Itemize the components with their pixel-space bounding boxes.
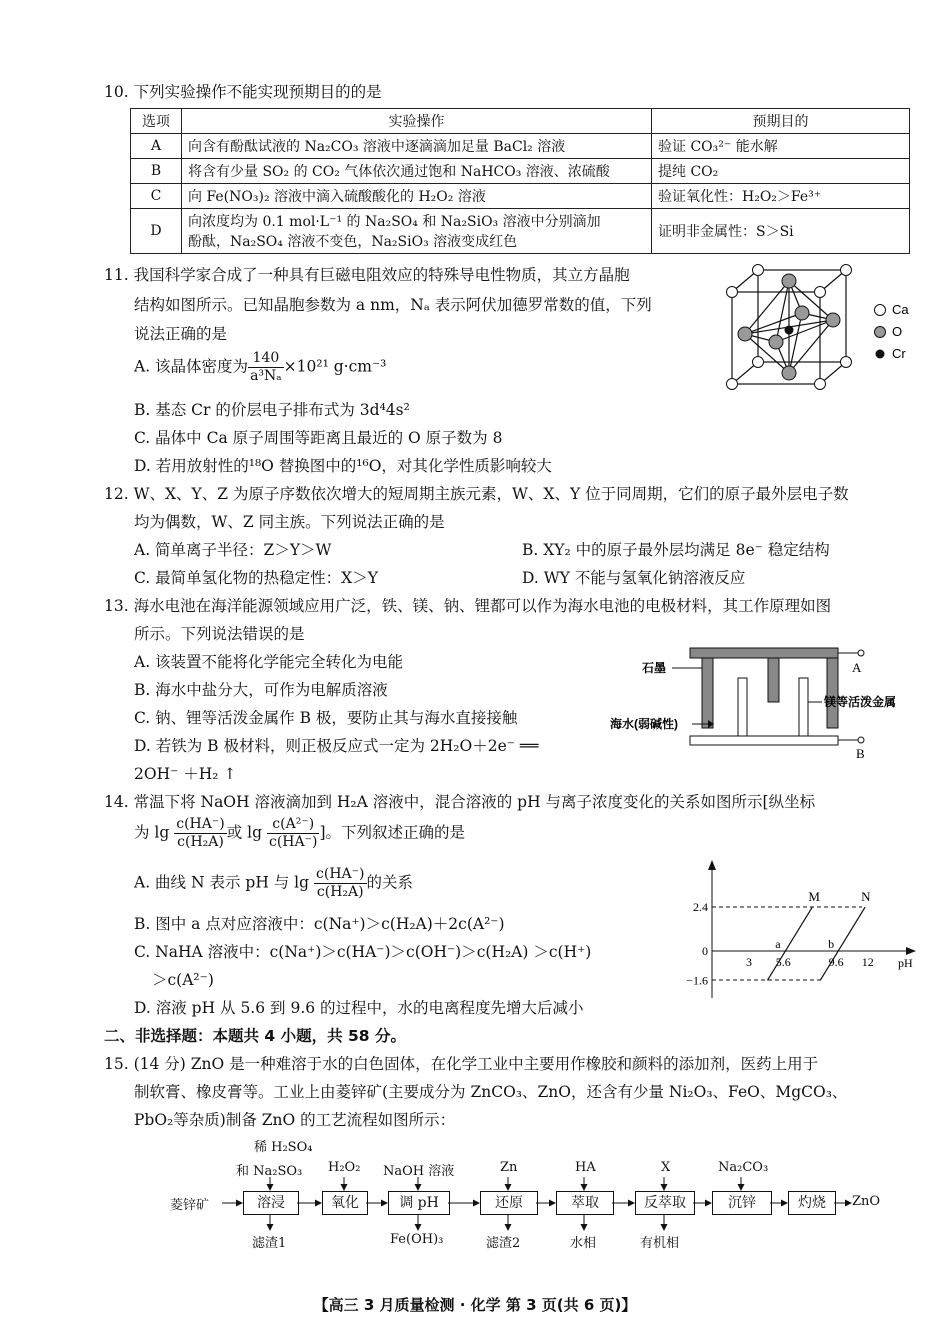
q13-stem-line2: 所示。下列说法错误的是 [134,625,305,643]
q13-option-b: B. 海水中盐分大，可作为电解质溶液 [134,681,388,699]
flow-step-zinc-precipitation: 沉锌 [712,1191,772,1215]
page-footer: 【高三 3 月质量检测 · 化学 第 3 页(共 6 页)】 [313,1296,637,1314]
flow-input-label: X [661,1160,671,1175]
q14-stem-mid: 或 lg [226,823,263,842]
flow-step-leaching: 溶浸 [243,1191,299,1215]
table-cell [182,209,652,254]
q15-line1: 15. (14 分) ZnO 是一种难溶于水的白色固体，在化学工业中主要用作橡胶和颜料的添加剂，医药上用于 [104,1055,819,1073]
q11-option-c: C. 晶体中 Ca 原子周围等距离且最近的 O 原子数为 8 [134,429,503,447]
q10-stem: 10. 下列实验操作不能实现预期目的的是 [104,83,382,101]
x-tick-label: 3 [745,955,752,969]
flow-input-label: 和 Na₂SO₃ [236,1164,303,1179]
fraction-denominator: a³Nₐ [250,368,282,384]
x-axis-arrow [906,947,916,955]
flow-step-adjust-ph: 调 pH [388,1191,450,1215]
ratio-fraction [174,816,226,851]
q13-option-a: A. 该装置不能将化学能完全转化为电能 [134,653,404,671]
table-cell: 验证氧化性：H₂O₂＞Fe³⁺ [652,184,910,209]
flow-arrows [0,1140,950,1236]
flow-step-extraction: 萃取 [556,1191,614,1215]
q10-table [130,108,910,254]
table-row [131,184,910,209]
table-cell-line: 向浓度均为 0.1 mol·L⁻¹ 的 Na₂SO₄ 和 Na₂SiO₃ 溶液中分别滴加 [188,214,601,230]
flow-step-reduction: 还原 [480,1191,538,1215]
section-two-heading: 二、非选择题：本题共 4 小题，共 58 分。 [104,1027,406,1045]
table-cell: C [131,184,182,209]
point-label-b: b [828,937,835,951]
q11-option-a-prefix: A. 该晶体密度为 [134,357,249,376]
flow-input-label: NaOH 溶液 [383,1164,455,1179]
x-tick-label: 9.6 [828,955,844,969]
q12-option-a: A. 简单离子半径：Z＞Y＞W [134,541,332,559]
y-tick-label: 2.4 [693,900,708,915]
density-fraction [248,350,284,385]
curve-n [820,907,865,980]
x-axis-label: pH [898,956,913,970]
table-cell: 向 Fe(NO₃)₂ 溶液中滴入硫酸酸化的 H₂O₂ 溶液 [182,184,652,209]
table-cell: 提纯 CO₂ [652,159,910,184]
terminal-b-label: B [856,746,865,761]
legend-cr-label: Cr [892,346,906,361]
fraction-denominator: c(HA⁻) [268,834,318,850]
q12-stem-line1: 12. W、X、Y、Z 为原子序数依次增大的短周期主族元素，W、X、Y 位于同周期，它们的原子最外层电子数 [104,485,849,503]
table-header-row [131,109,910,134]
q15-line2: 制软膏、橡皮膏等。工业上由菱锌矿(主要成分为 ZnCO₃、ZnO，还含有少量 Ni₂O₃、FeO、MgCO₃、 [134,1083,848,1101]
flow-input-label: HA [575,1160,596,1175]
flow-end-label: ZnO [852,1194,881,1209]
x-tick-label: 5.6 [775,955,791,969]
curve-m [767,907,812,980]
q11-stem-line1: 11. 我国科学家合成了一种具有巨磁电阻效应的特殊导电性物质，其立方晶胞 [104,266,630,284]
graphite-label: 石墨 [642,661,667,675]
table-row [131,159,910,184]
metal-label: 镁等活泼金属 [824,695,897,709]
q13-option-c: C. 钠、锂等活泼金属作 B 极，要防止其与海水直接接触 [134,709,518,727]
q11-option-a [134,350,386,385]
table-cell: 向含有酚酞试液的 Na₂CO₃ 溶液中逐滴滴加足量 BaCl₂ 溶液 [182,134,652,159]
q12-option-c: C. 最简单氢化物的热稳定性：X＞Y [134,569,378,587]
flow-input-label: Na₂CO₃ [718,1160,769,1175]
table-row [131,134,910,159]
q14-stem-suffix: ]。下列叙述正确的是 [319,823,466,842]
flow-output-label: Fe(OH)₃ [390,1232,444,1247]
flow-input-label: 稀 H₂SO₄ [254,1140,313,1155]
table-row [131,209,910,254]
flow-step-oxidation: 氧化 [322,1191,368,1215]
flow-step-calcination: 灼烧 [788,1191,836,1215]
y-tick-label: −1.6 [686,973,708,988]
q12-option-b: B. XY₂ 中的原子最外层均满足 8e⁻ 稳定结构 [522,541,830,559]
curve-label-m: M [808,889,820,905]
ratio-fraction [267,816,319,851]
table-cell: D [131,209,182,254]
table-header: 选项 [131,109,182,134]
flow-output-label: 水相 [570,1236,597,1251]
q12-stem-line2: 均为偶数，W、Z 同主族。下列说法正确的是 [134,513,445,531]
fraction-denominator: c(H₂A) [177,834,224,850]
table-cell: 验证 CO₃²⁻ 能水解 [652,134,910,159]
seawater-label: 海水(弱碱性) [610,717,678,731]
q13-option-d-line1: D. 若铁为 B 极材料，则正极反应式一定为 2H₂O＋2e⁻ ══ [134,737,539,755]
flow-output-label: 有机相 [640,1236,680,1251]
flow-input-label: H₂O₂ [328,1160,361,1175]
q13-option-d-line2: 2OH⁻ ＋H₂ ↑ [134,765,237,783]
q14-option-d: D. 溶液 pH 从 5.6 到 9.6 的过程中，水的电离程度先增大后减小 [134,999,584,1017]
q11-option-b: B. 基态 Cr 的价层电子排布式为 3d⁴4s² [134,401,410,419]
fraction-numerator: c(HA⁻) [316,866,365,882]
q14-stem-line2 [134,816,465,851]
seawater-battery-figure [610,640,930,762]
flow-output-label: 滤渣2 [486,1236,521,1251]
table-cell: A [131,134,182,159]
table-cell: 证明非金属性：S＞Si [652,209,910,254]
table-cell: 将含有少量 SO₂ 的 CO₂ 气体依次通过饱和 NaHCO₃ 溶液、浓硫酸 [182,159,652,184]
q11-stem-line3: 说法正确的是 [134,325,228,343]
legend-ca-label: Ca [892,302,909,317]
q14-option-c-line1: C. NaHA 溶液中：c(Na⁺)＞c(HA⁻)＞c(OH⁻)＞c(H₂A) ＞c(H⁺) [134,943,592,961]
q13-stem-line1: 13. 海水电池在海洋能源领域应用广泛，铁、镁、钠、锂都可以作为海水电池的电极材料，其工作原理如图 [104,597,832,615]
q11-option-a-suffix: ×10²¹ g·cm⁻³ [283,357,387,376]
curve-label-n: N [861,889,871,905]
q11-stem-line2: 结构如图所示。已知晶胞参数为 a nm，Nₐ 表示阿伏加德罗常数的值，下列 [134,296,652,314]
q11-option-d: D. 若用放射性的¹⁸O 替换图中的¹⁶O，对其化学性质影响较大 [134,457,552,475]
crystal-cell-figure [720,262,920,397]
ratio-fraction [314,866,366,901]
ph-graph [672,858,932,1008]
table-header: 实验操作 [182,109,652,134]
y-tick-label: 0 [702,944,708,958]
q14-stem-line1: 14. 常温下将 NaOH 溶液滴加到 H₂A 溶液中，混合溶液的 pH 与离子浓度变化的关系如图所示[纵坐标 [104,793,816,811]
flow-output-label: 滤渣1 [252,1236,287,1251]
fraction-numerator: c(A²⁻) [267,816,319,834]
fraction-denominator: c(H₂A) [316,884,364,900]
q14-option-a-suffix: 的关系 [366,873,414,892]
table-header: 预期目的 [652,109,910,134]
point-label-a: a [775,937,781,951]
q14-option-c-line2: ＞c(A²⁻) [152,971,214,989]
flow-start-label: 菱锌矿 [170,1198,210,1213]
flow-input-label: Zn [500,1160,518,1175]
terminal-a-label: A [852,660,862,675]
q15-line3: PbO₂等杂质)制备 ZnO 的工艺流程如图所示： [134,1111,456,1129]
fraction-numerator: 140 [248,350,284,368]
fraction-numerator: c(HA⁻) [176,816,225,832]
y-axis-arrow [708,860,716,870]
flow-step-back-extraction: 反萃取 [635,1191,695,1215]
x-tick-label: 12 [861,955,874,969]
legend-cr-marker [876,350,885,359]
q14-option-b: B. 图中 a 点对应溶液中：c(Na⁺)＞c(H₂A)＋2c(A²⁻) [134,915,505,933]
q14-stem-prefix: 为 lg [134,823,170,842]
legend-ca-marker [875,305,886,316]
legend-o-label: O [892,324,903,339]
q12-option-d: D. WY 不能与氢氧化钠溶液反应 [522,569,746,587]
legend-o-marker [875,327,886,338]
table-cell-line: 酚酞，Na₂SO₄ 溶液不变色，Na₂SiO₃ 溶液变成红色 [188,234,518,250]
q14-option-a [134,866,413,901]
table-cell: B [131,159,182,184]
q14-option-a-prefix: A. 曲线 N 表示 pH 与 lg [134,873,310,892]
